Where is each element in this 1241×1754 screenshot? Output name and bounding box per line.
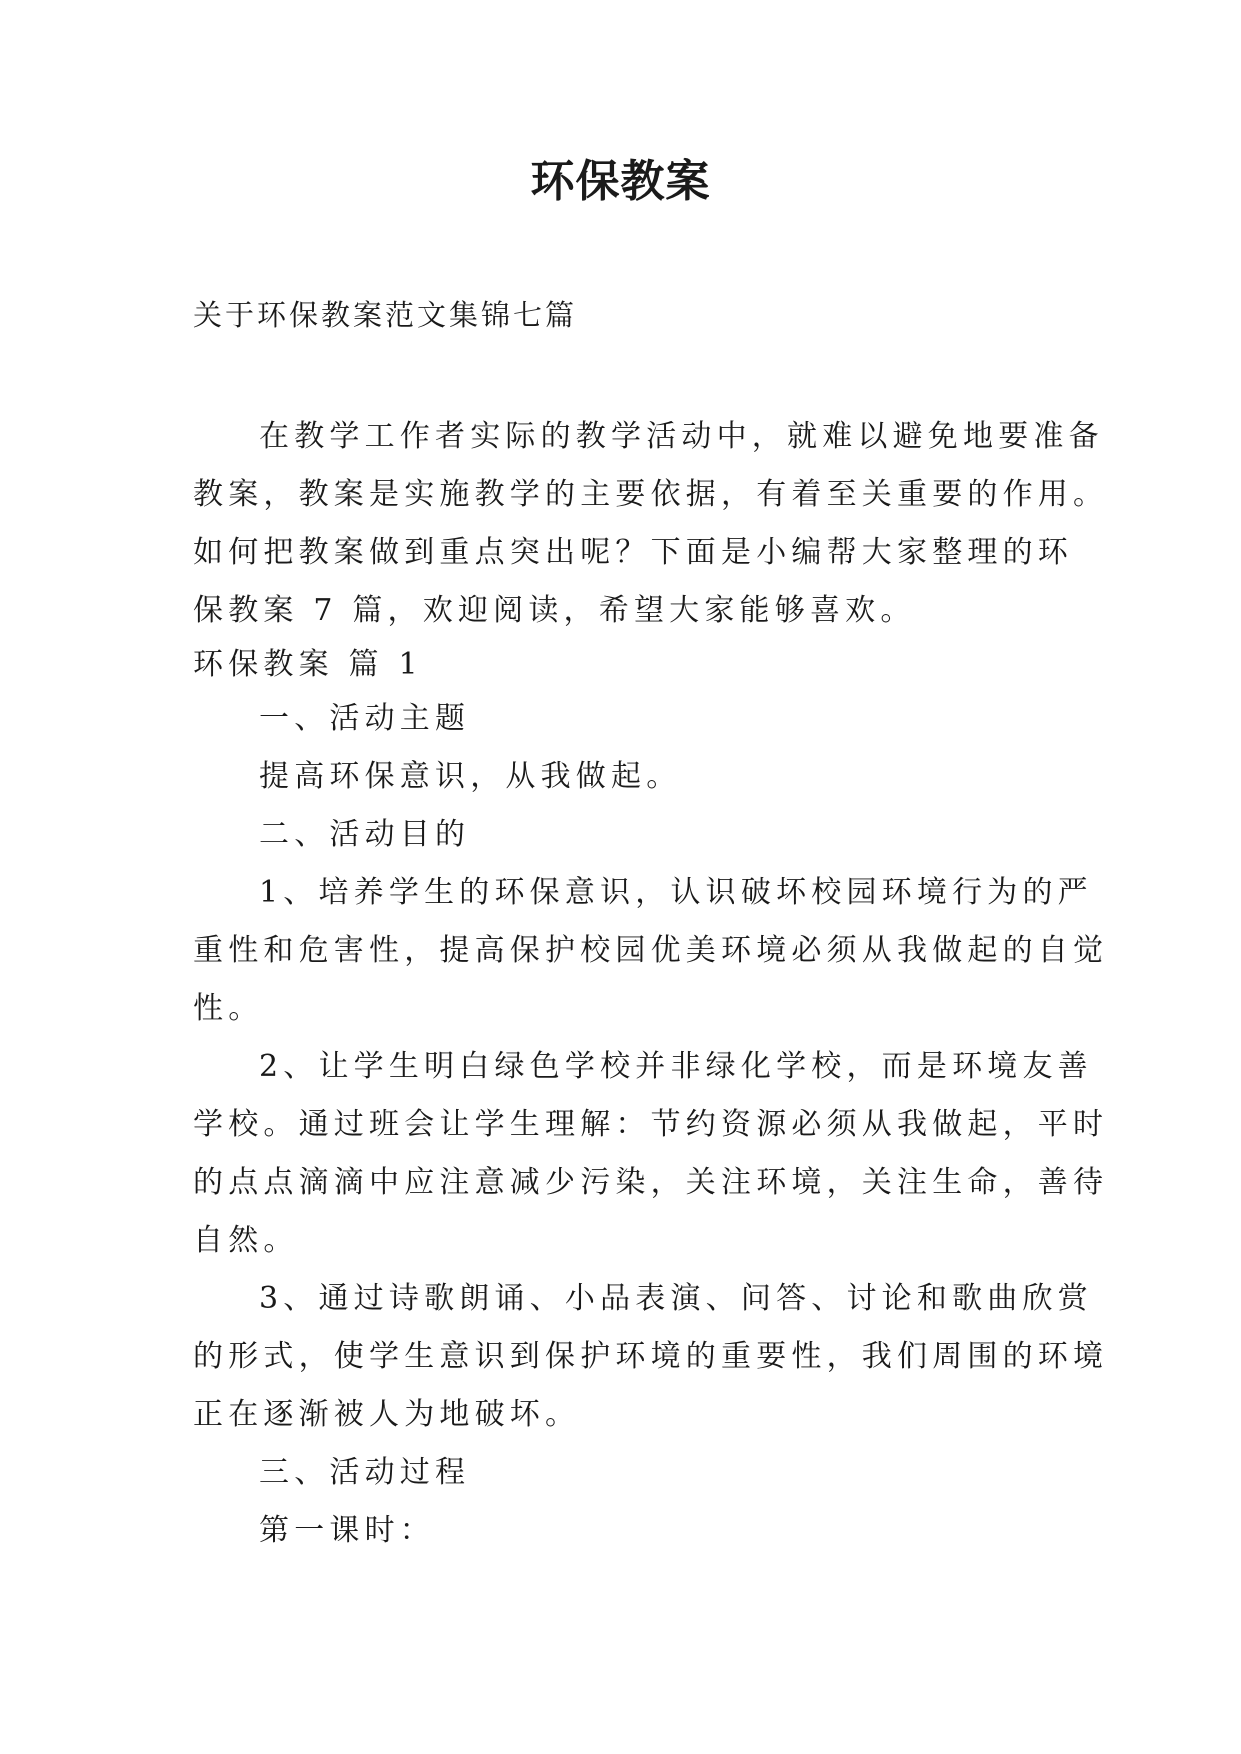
intro-line: 教案，教案是实施教学的主要依据，有着至关重要的作用。 <box>193 477 1109 512</box>
intro-line: 如何把教案做到重点突出呢？下面是小编帮大家整理的环 <box>193 535 1073 570</box>
goal-paragraph-3 <box>193 1270 1109 1444</box>
goal-line: 的形式，使学生意识到保护环境的重要性，我们周围的环境 <box>193 1339 1109 1374</box>
goal-line: 的点点滴滴中应注意减少污染，关注环境，关注生命，善待 <box>193 1165 1109 1200</box>
goal-line: 重性和危害性，提高保护校园优美环境必须从我做起的自觉 <box>193 933 1109 968</box>
document-subtitle: 关于环保教案范文集锦七篇 <box>193 298 578 332</box>
goal-paragraph-2 <box>193 1038 1109 1270</box>
activity-theme-text: 提高环保意识，从我做起。 <box>259 759 682 794</box>
document-body <box>193 408 1109 1560</box>
goal-line: 正在逐渐被人为地破坏。 <box>193 1397 581 1432</box>
goal-line: 1、培养学生的环保意识，认识破坏校园环境行为的严 <box>259 875 1093 910</box>
intro-paragraph <box>193 408 1109 640</box>
goal-paragraph-1 <box>193 864 1109 1038</box>
activity-process-heading: 三、活动过程 <box>259 1455 471 1490</box>
goal-line: 2、让学生明白绿色学校并非绿化学校，而是环境友善 <box>259 1049 1093 1084</box>
goal-line: 3、通过诗歌朗诵、小品表演、问答、讨论和歌曲欣赏 <box>259 1281 1093 1316</box>
activity-goal-heading: 二、活动目的 <box>259 817 471 852</box>
activity-theme-heading: 一、活动主题 <box>259 701 471 736</box>
intro-line: 在教学工作者实际的教学活动中，就难以避免地要准备 <box>259 419 1104 454</box>
goal-line: 自然。 <box>193 1223 299 1258</box>
section-heading: 环保教案 篇 1 <box>193 647 423 682</box>
goal-line: 学校。通过班会让学生理解：节约资源必须从我做起，平时 <box>193 1107 1109 1142</box>
lesson-label: 第一课时： <box>259 1513 435 1548</box>
document-title: 环保教案 <box>530 156 711 207</box>
intro-line: 保教案 7 篇，欢迎阅读，希望大家能够喜欢。 <box>193 593 916 628</box>
goal-line: 性。 <box>193 991 264 1026</box>
